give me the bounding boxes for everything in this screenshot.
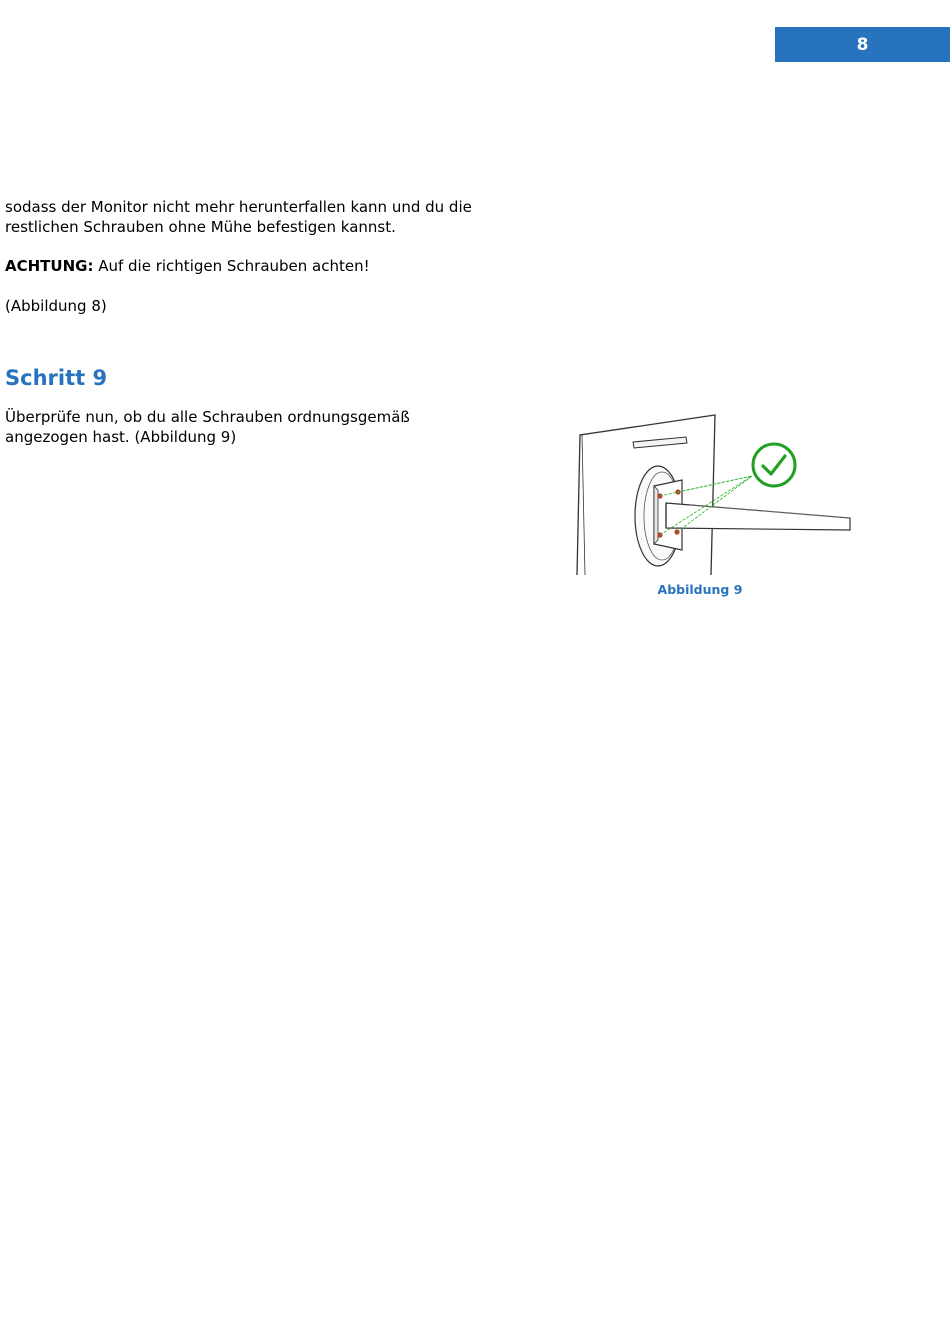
paragraph-figure-reference: (Abbildung 8) bbox=[5, 297, 107, 315]
monitor-slot bbox=[633, 437, 687, 448]
warning-label: ACHTUNG: bbox=[5, 257, 94, 275]
figure-caption: Abbildung 9 bbox=[657, 582, 743, 597]
monitor-panel-edge bbox=[582, 435, 585, 575]
checkmark-circle-icon bbox=[753, 444, 795, 486]
vesa-bracket-side bbox=[654, 486, 658, 544]
paragraph-continuation: sodass der Monitor nicht mehr herunterfallen kann und du die restlichen Schrauben ohne Mühe befestigen kannst. bbox=[5, 198, 472, 236]
step-heading: Schritt 9 bbox=[5, 366, 108, 390]
page-number-badge bbox=[775, 27, 950, 62]
paragraph-warning bbox=[5, 256, 495, 276]
step-paragraph: Überprüfe nun, ob du alle Schrauben ordnungsgemäß angezogen hast. (Abbildung 9) bbox=[5, 408, 410, 446]
warning-text: Auf die richtigen Schrauben achten! bbox=[93, 257, 370, 275]
page-number: 8 bbox=[856, 34, 869, 55]
monitor-mount-illustration bbox=[570, 410, 855, 580]
mount-arm bbox=[666, 503, 850, 530]
figure-illustration bbox=[570, 410, 855, 580]
